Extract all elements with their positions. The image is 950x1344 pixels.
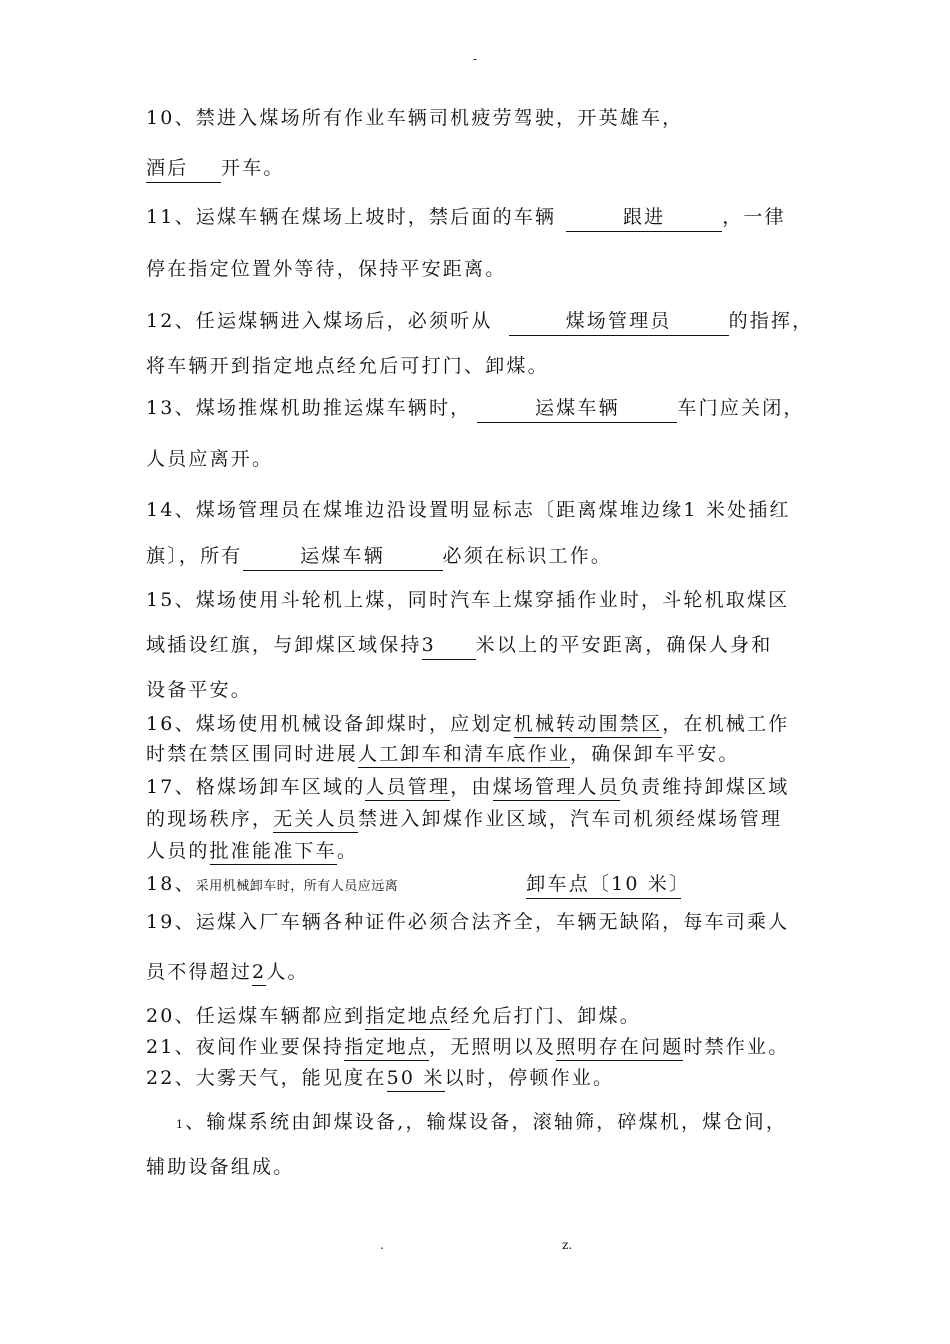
- q21-text-b: ，无照明以及: [429, 1036, 557, 1058]
- p1-line-2: 辅助设备组成。: [146, 1156, 295, 1178]
- q19-underlined: 2: [252, 961, 266, 986]
- q10-line-1: 10、禁进入煤场所有作业车辆司机疲劳驾驶，开英雄车，: [146, 107, 684, 129]
- q19-text-b: 人。: [266, 961, 309, 983]
- q17-text-b: ，由: [450, 776, 493, 798]
- q17-line-2: [146, 807, 782, 831]
- q16-text-a: 16、煤场使用机械设备卸煤时，应划定: [146, 713, 514, 735]
- q17-text-g: 。: [336, 840, 359, 862]
- q15-line-2: [146, 633, 772, 660]
- q20-text-b: 经允后打门、卸煤。: [450, 1005, 642, 1027]
- q11-line-2: 停在指定位置外等待，保持平安距离。: [146, 258, 507, 280]
- q19-line-2: [146, 960, 309, 984]
- q20-underlined: 指定地点: [365, 1005, 450, 1030]
- q14-tail: 必须在标识工作。: [442, 545, 613, 567]
- q15-text-c: 米以上的平安距离，确保人身和: [475, 634, 773, 656]
- q16-text-c: 时禁在禁区围同时进展: [146, 743, 359, 765]
- q22-underlined: 50 米: [387, 1067, 445, 1092]
- q16-text-d: ，确保卸车平安。: [570, 743, 740, 765]
- footer-left-mark: .: [380, 1238, 384, 1252]
- q17-text-c: 负责维持卸煤区域: [619, 776, 790, 798]
- q17-line-3: [146, 839, 358, 863]
- q12-blank: 煤场管理员: [509, 309, 729, 336]
- q21-line: [146, 1035, 789, 1059]
- p1-number: 1: [176, 1118, 186, 1131]
- q16-line-2: [146, 742, 740, 766]
- q11-text-b: ，一律: [722, 206, 786, 228]
- q16-underlined-b: 人工卸车和清车底作业: [358, 743, 570, 768]
- q17-text-a: 17、格煤场卸车区域的: [146, 776, 366, 798]
- q18-blank: 卸车点〔10 米〕: [526, 872, 681, 899]
- q18-text: 采用机械卸车时，所有人员应远离: [195, 879, 399, 894]
- q11-text: 11、运煤车辆在煤场上坡时，禁后面的车辆: [146, 206, 557, 228]
- q12-line-2: 将车辆开到指定地点经允后可打门、卸煤。: [146, 355, 549, 377]
- p1-text: 、输煤系统由卸煤设备,，输煤设备，滚轴筛，碎煤机，煤仓间，: [185, 1111, 788, 1133]
- q10-tail: 开车。: [221, 157, 285, 179]
- q16-text-b: ，在机械工作: [662, 713, 790, 735]
- q22-line: [146, 1066, 614, 1090]
- q12-text: 12、任运煤辆进入煤场后，必须听从: [146, 310, 493, 332]
- q11-line-1: [146, 205, 786, 232]
- q13-blank: 运煤车辆: [477, 396, 677, 423]
- footer-right-mark: z.: [562, 1238, 573, 1252]
- q19-line-1: 19、运煤入厂车辆各种证件必须合法齐全，车辆无缺陷，每车司乘人: [146, 911, 790, 933]
- q11-blank: 跟进: [566, 205, 722, 232]
- q14-blank: 运煤车辆: [243, 544, 443, 571]
- header-mark: -: [473, 52, 478, 66]
- q17-text-d: 的现场秩序，: [146, 808, 274, 830]
- q22-text-b: 以时，停顿作业。: [444, 1067, 615, 1089]
- q16-line-1: [146, 712, 789, 736]
- q13-line-1: [146, 396, 805, 423]
- q10-line-2: [146, 156, 285, 183]
- q15-text: 域插设红旗，与卸煤区域保持: [146, 634, 422, 656]
- q15-blank: 3: [422, 633, 476, 660]
- q17-line-1: [146, 775, 789, 799]
- p1-line-1: [176, 1110, 787, 1137]
- q14-line-2: [146, 544, 612, 571]
- q17-underlined-c: 无关人员: [273, 808, 358, 833]
- q21-underlined-a: 指定地点: [344, 1036, 429, 1061]
- q21-underlined-b: 照明存在问题: [556, 1036, 683, 1061]
- q18-line: [146, 872, 691, 899]
- q17-underlined-b: 煤场管理人员: [493, 776, 620, 801]
- q19-text-a: 员不得超过: [146, 961, 253, 983]
- q17-text-f: 人员的: [146, 840, 210, 862]
- q10-blank: 酒后: [146, 156, 221, 183]
- q17-text-e: 禁进入卸煤作业区域，汽车司机须经煤场管理: [358, 808, 783, 830]
- q16-underlined-a: 机械转动围禁区: [514, 713, 662, 738]
- q14-text: 旗〕，所有: [146, 545, 243, 567]
- q15-line-1: 15、煤场使用斗轮机上煤，同时汽车上煤穿插作业时，斗轮机取煤区: [146, 589, 790, 611]
- q15-line-3: 设备平安。: [146, 679, 253, 701]
- q13-line-2: 人员应离开。: [146, 448, 274, 470]
- q20-text-a: 20、任运煤车辆都应到: [146, 1005, 366, 1027]
- q21-text-a: 21、夜间作业要保持: [146, 1036, 345, 1058]
- q12-text-b: 的指挥，: [728, 310, 814, 332]
- q14-line-1: 14、煤场管理员在煤堆边沿设置明显标志〔距离煤堆边缘1 米处插红: [146, 499, 791, 521]
- q20-line: [146, 1004, 641, 1028]
- q22-text-a: 22、大雾天气，能见度在: [146, 1067, 387, 1089]
- q21-text-c: 时禁作业。: [683, 1036, 790, 1058]
- q13-text: 13、煤场推煤机助推运煤车辆时，: [146, 397, 472, 419]
- q12-line-1: [146, 309, 813, 336]
- q17-underlined-a: 人员管理: [365, 776, 450, 801]
- q17-underlined-d: 批准能准下车: [210, 840, 337, 865]
- q18-number: 18、: [146, 873, 196, 895]
- q13-text-b: 车门应关闭，: [677, 397, 805, 419]
